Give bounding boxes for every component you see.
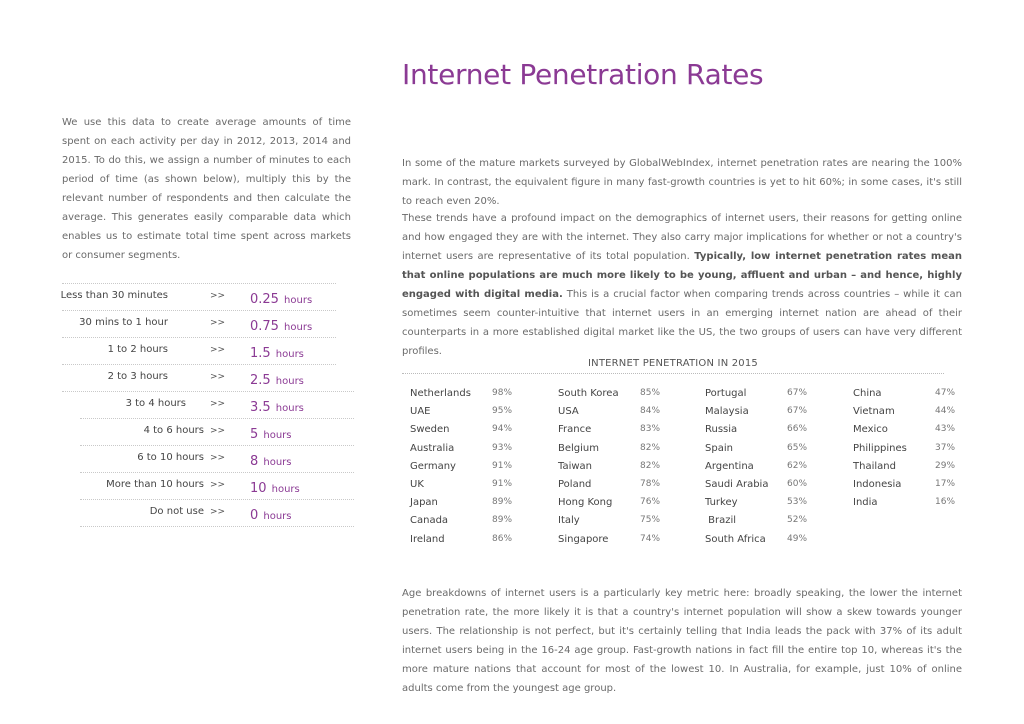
country-name: Poland bbox=[558, 478, 592, 490]
country-name: Hong Kong bbox=[558, 497, 613, 509]
arrow-glyph: >> bbox=[210, 426, 226, 436]
trends-paragraph bbox=[402, 209, 962, 361]
penetration-rate: 98% bbox=[492, 388, 513, 398]
time-period-label: 6 to 10 hours bbox=[137, 452, 204, 463]
country-name: Japan bbox=[410, 497, 438, 509]
penetration-rate: 52% bbox=[787, 515, 808, 526]
penetration-row bbox=[705, 534, 817, 552]
penetration-row bbox=[705, 479, 817, 497]
penetration-rate: 82% bbox=[640, 460, 661, 471]
penetration-rate: 91% bbox=[492, 460, 513, 471]
country-name: China bbox=[853, 388, 882, 399]
hours-unit: hours bbox=[284, 295, 313, 306]
hours-number: 0.25 bbox=[250, 292, 279, 307]
penetration-row bbox=[853, 406, 965, 424]
arrow-glyph: >> bbox=[210, 480, 226, 490]
country-name: Belgium bbox=[558, 442, 599, 454]
penetration-row bbox=[410, 534, 522, 552]
hours-number: 3.5 bbox=[250, 400, 271, 415]
penetration-row bbox=[705, 388, 817, 406]
time-row bbox=[62, 391, 354, 418]
penetration-rate: 85% bbox=[640, 388, 661, 398]
penetration-row bbox=[558, 406, 670, 424]
time-row bbox=[62, 283, 336, 310]
penetration-rate: 74% bbox=[640, 533, 661, 544]
penetration-rate: 53% bbox=[787, 497, 808, 508]
hours-unit: hours bbox=[275, 349, 304, 360]
penetration-rate: 60% bbox=[787, 478, 808, 489]
penetration-row bbox=[410, 388, 522, 406]
country-name: Ireland bbox=[410, 533, 445, 545]
time-period-label: 3 to 4 hours bbox=[125, 398, 186, 409]
time-value bbox=[250, 288, 312, 307]
time-row bbox=[62, 337, 336, 364]
time-value bbox=[250, 369, 304, 388]
country-name: South Korea bbox=[558, 388, 619, 399]
penetration-row bbox=[410, 461, 522, 479]
penetration-column bbox=[558, 388, 670, 552]
penetration-row bbox=[410, 515, 522, 533]
country-name: South Africa bbox=[705, 533, 766, 545]
penetration-row bbox=[705, 443, 817, 461]
hours-unit: hours bbox=[275, 376, 304, 387]
penetration-rate: 89% bbox=[492, 497, 513, 508]
time-value bbox=[250, 504, 292, 523]
penetration-row bbox=[558, 479, 670, 497]
country-name: Turkey bbox=[705, 497, 738, 509]
penetration-rate: 93% bbox=[492, 442, 513, 453]
penetration-rate: 29% bbox=[935, 460, 956, 471]
penetration-column bbox=[410, 388, 522, 552]
penetration-table-title: INTERNET PENETRATION IN 2015 bbox=[588, 358, 758, 369]
hours-number: 1.5 bbox=[250, 346, 271, 361]
country-name: Canada bbox=[410, 515, 449, 527]
arrow-glyph: >> bbox=[210, 345, 226, 355]
arrow-glyph: >> bbox=[210, 399, 226, 409]
country-name: Singapore bbox=[558, 533, 609, 545]
penetration-row bbox=[853, 424, 965, 442]
time-value bbox=[250, 450, 292, 469]
hours-unit: hours bbox=[284, 322, 313, 333]
time-row bbox=[80, 472, 354, 499]
intro-paragraph: In some of the mature markets surveyed by GlobalWebIndex, internet penetration rates are nearing the 100% mark. In contrast, the equivalent figure in many fast-growth countries is yet to hit 60%; in some cases, it's still to reach even 20%. bbox=[402, 158, 962, 207]
penetration-row bbox=[705, 424, 817, 442]
penetration-rate: 37% bbox=[935, 442, 956, 453]
penetration-rate: 76% bbox=[640, 497, 661, 508]
penetration-row bbox=[410, 406, 522, 424]
penetration-rate: 91% bbox=[492, 478, 513, 489]
hours-number: 0 bbox=[250, 508, 259, 523]
country-name: Portugal bbox=[705, 388, 747, 399]
time-row bbox=[80, 445, 354, 472]
country-name: Philippines bbox=[853, 442, 907, 454]
penetration-rate: 84% bbox=[640, 406, 661, 417]
country-name: Germany bbox=[410, 460, 456, 472]
time-period-label: More than 10 hours bbox=[106, 479, 204, 490]
hours-number: 5 bbox=[250, 427, 259, 442]
penetration-row bbox=[410, 479, 522, 497]
country-name: Taiwan bbox=[558, 460, 593, 472]
penetration-rate: 62% bbox=[787, 460, 808, 471]
country-name: Vietnam bbox=[853, 406, 895, 418]
time-period-label: 4 to 6 hours bbox=[143, 425, 204, 436]
trends-text-before: These trends have a profound impact on the demographics of internet users, their reasons for getting online and how engaged they are with the internet. They also carry major implications for whether or not a country's internet users are representative of its total population. bbox=[402, 213, 962, 262]
time-value bbox=[250, 342, 304, 361]
age-breakdown-paragraph: Age breakdowns of internet users is a particularly key metric here: broadly speaking, the lower the internet penetration rate, the more likely it is that a country's internet population will show a skew towards younger users. The relationship is not perfect, but it's certainly telling that India leads the pack with 37% of its adult internet users being in the 16-24 age group. Fast-growth nations in fact fill the entire top 10, whereas it's the more mature nations that account for most of the lowest 10. In Australia, for example, just 10% of online adults come from the youngest age group. bbox=[402, 588, 962, 694]
penetration-column bbox=[705, 388, 817, 552]
arrow-glyph: >> bbox=[210, 507, 226, 517]
penetration-rate: 67% bbox=[787, 388, 808, 398]
penetration-row bbox=[853, 388, 965, 406]
time-conversion-table bbox=[62, 283, 354, 527]
country-name: Argentina bbox=[705, 460, 754, 472]
hours-number: 2.5 bbox=[250, 373, 271, 388]
penetration-row bbox=[705, 515, 817, 533]
penetration-rate: 86% bbox=[492, 533, 513, 544]
penetration-rate: 75% bbox=[640, 515, 661, 526]
penetration-row bbox=[853, 461, 965, 479]
penetration-row bbox=[410, 497, 522, 515]
penetration-row bbox=[558, 497, 670, 515]
country-name: Malaysia bbox=[705, 406, 749, 418]
penetration-rate: 66% bbox=[787, 424, 808, 435]
methodology-text: We use this data to create average amounts of time spent on each activity per day in 2012, 2013, 2014 and 2015. To do this, we assign a number of minutes to each period of time (as shown below), multiply this by the relevant number of respondents and then calculate the average. This generates easily comparable data which enables us to estimate total time spent across markets or consumer segments. bbox=[62, 117, 351, 261]
time-value bbox=[250, 477, 300, 496]
hours-number: 10 bbox=[250, 481, 267, 496]
penetration-rate: 95% bbox=[492, 406, 513, 417]
penetration-rate: 82% bbox=[640, 442, 661, 453]
time-row bbox=[62, 310, 336, 337]
time-period-label: Less than 30 minutes bbox=[60, 290, 168, 301]
time-period-label: Do not use bbox=[149, 506, 204, 517]
time-row bbox=[62, 364, 336, 391]
hours-unit: hours bbox=[275, 403, 304, 414]
penetration-rate: 78% bbox=[640, 478, 661, 489]
country-name: Indonesia bbox=[853, 478, 902, 490]
penetration-rate: 47% bbox=[935, 388, 956, 398]
penetration-rate: 83% bbox=[640, 424, 661, 435]
time-value bbox=[250, 423, 292, 442]
penetration-row bbox=[558, 443, 670, 461]
country-name: USA bbox=[558, 406, 579, 418]
penetration-row bbox=[558, 424, 670, 442]
penetration-rate: 16% bbox=[935, 497, 956, 508]
trends-text-bold: Typically, low internet penetration rates mean that online populations are much more likely to be young, affluent and urban – and hence, highly engaged with digital media. bbox=[402, 251, 962, 300]
penetration-column bbox=[853, 388, 965, 515]
hours-number: 0.75 bbox=[250, 319, 279, 334]
time-period-label: 30 mins to 1 hour bbox=[79, 317, 168, 328]
hours-unit: hours bbox=[271, 484, 300, 495]
time-row bbox=[80, 499, 354, 527]
penetration-row bbox=[705, 406, 817, 424]
penetration-rate: 49% bbox=[787, 533, 808, 544]
penetration-rate: 17% bbox=[935, 478, 956, 489]
hours-number: 8 bbox=[250, 454, 259, 469]
arrow-glyph: >> bbox=[210, 453, 226, 463]
penetration-row bbox=[558, 515, 670, 533]
arrow-glyph: >> bbox=[210, 318, 226, 328]
hours-unit: hours bbox=[263, 457, 292, 468]
time-period-label: 2 to 3 hours bbox=[107, 371, 168, 382]
divider bbox=[402, 373, 944, 374]
country-name: Sweden bbox=[410, 424, 450, 436]
country-name: France bbox=[558, 424, 592, 436]
penetration-row bbox=[705, 497, 817, 515]
penetration-row bbox=[853, 497, 965, 515]
penetration-row bbox=[853, 443, 965, 461]
country-name: UAE bbox=[410, 406, 431, 418]
country-name: Spain bbox=[705, 442, 733, 454]
arrow-glyph: >> bbox=[210, 372, 226, 382]
penetration-row bbox=[558, 534, 670, 552]
hours-unit: hours bbox=[263, 511, 292, 522]
time-row bbox=[80, 418, 354, 445]
country-name: Thailand bbox=[853, 460, 896, 472]
penetration-row bbox=[410, 424, 522, 442]
hours-unit: hours bbox=[263, 430, 292, 441]
country-name: Italy bbox=[558, 515, 580, 527]
arrow-glyph: >> bbox=[210, 291, 226, 301]
country-name: Netherlands bbox=[410, 388, 471, 399]
penetration-row bbox=[853, 479, 965, 497]
country-name: Mexico bbox=[853, 424, 888, 436]
penetration-rate: 44% bbox=[935, 406, 956, 417]
penetration-row bbox=[705, 461, 817, 479]
penetration-rate: 89% bbox=[492, 515, 513, 526]
country-name: Russia bbox=[705, 424, 738, 436]
country-name: UK bbox=[410, 478, 424, 490]
time-period-label: 1 to 2 hours bbox=[107, 344, 168, 355]
penetration-row bbox=[558, 388, 670, 406]
penetration-rate: 43% bbox=[935, 424, 956, 435]
time-value bbox=[250, 396, 304, 415]
penetration-rate: 67% bbox=[787, 406, 808, 417]
page-title: Internet Penetration Rates bbox=[402, 58, 764, 91]
country-name: Australia bbox=[410, 442, 455, 454]
country-name: India bbox=[853, 497, 878, 509]
penetration-row bbox=[410, 443, 522, 461]
penetration-row bbox=[558, 461, 670, 479]
penetration-rate: 65% bbox=[787, 442, 808, 453]
country-name: Saudi Arabia bbox=[705, 478, 769, 490]
penetration-rate: 94% bbox=[492, 424, 513, 435]
time-value bbox=[250, 315, 312, 334]
country-name: Brazil bbox=[705, 515, 737, 527]
trends-text-after: This is a crucial factor when comparing trends across countries – while it can sometimes seem counter-intuitive that internet users in an emerging internet nation are ahead of their counterparts in a more established digital market like the US, the two groups of users can have very different profiles. bbox=[402, 289, 962, 357]
